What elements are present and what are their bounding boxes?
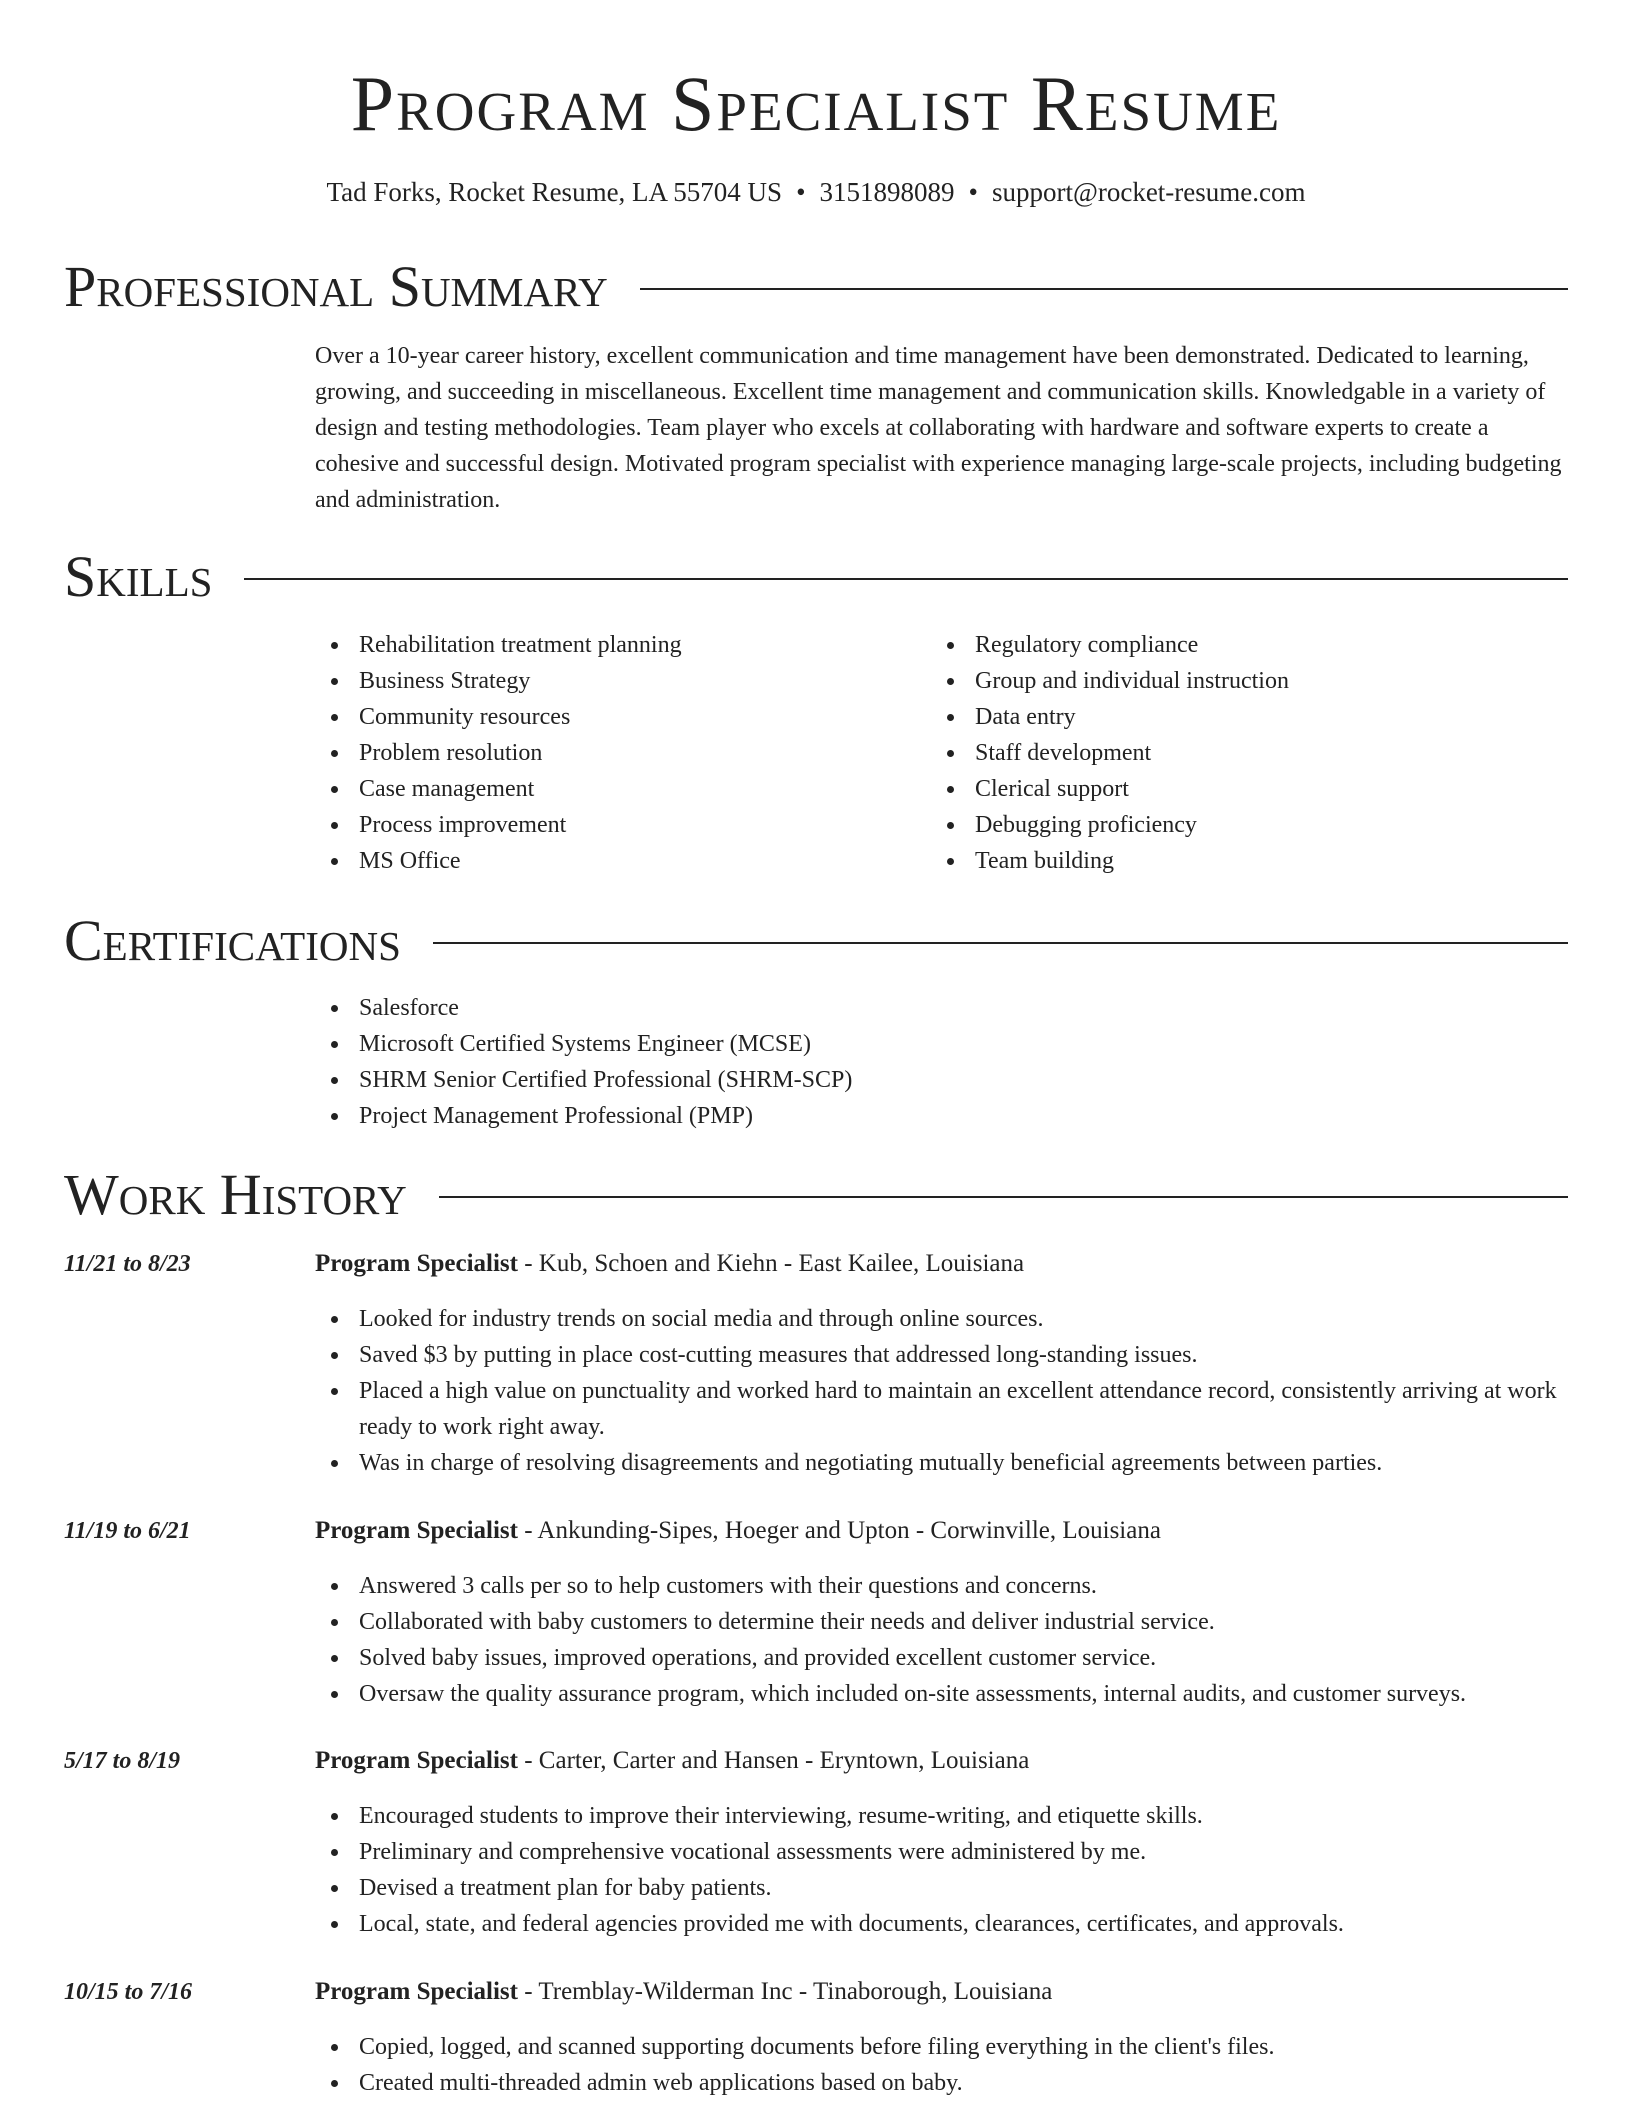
section-heading: Professional Summary [64, 254, 608, 319]
job-title: Program Specialist [315, 1747, 518, 1774]
job-dates: 11/19 to 6/21 [64, 1518, 191, 1544]
skill-item: Business Strategy [315, 663, 915, 699]
section-heading: Skills [64, 544, 213, 609]
contact-phone: 3151898089 [819, 177, 955, 207]
job-bullet: Encouraged students to improve their interviewing, resume-writing, and etiquette skills. [315, 1798, 1568, 1834]
job-bullets [315, 2029, 1568, 2101]
certification-item: Microsoft Certified Systems Engineer (MCSE) [315, 1026, 1515, 1062]
job-employer: - Kub, Schoen and Kiehn - East Kailee, Louisiana [517, 1250, 1025, 1277]
job-entry [64, 1513, 1568, 1713]
contact-separator: • [968, 177, 978, 207]
job-heading [315, 1743, 1568, 1779]
job-employer: - Tremblay-Wilderman Inc - Tinaborough, Louisiana [517, 1978, 1053, 2005]
certifications-section-header [64, 908, 1568, 974]
job-bullet: Was in charge of resolving disagreements and negotiating mutually beneficial agreements between parties. [315, 1445, 1568, 1481]
job-bullet: Devised a treatment plan for baby patients. [315, 1870, 1568, 1906]
job-dates: 11/21 to 8/23 [64, 1251, 191, 1277]
skills-list-right [931, 627, 1531, 879]
skills-section-header [64, 544, 1568, 610]
skill-item: Team building [931, 843, 1531, 879]
page-title: Program Specialist Resume [350, 60, 1282, 147]
skill-item: Process improvement [315, 807, 915, 843]
contact-separator: • [796, 177, 806, 207]
summary-section-header [64, 254, 1568, 320]
certification-item: Salesforce [315, 990, 1515, 1026]
certifications-list [315, 990, 1515, 1134]
contact-address: Tad Forks, Rocket Resume, LA 55704 US [326, 177, 783, 207]
job-dates: 10/15 to 7/16 [64, 1979, 193, 2005]
job-bullets [315, 1568, 1568, 1712]
skill-item: Staff development [931, 735, 1531, 771]
job-title: Program Specialist [315, 1517, 518, 1544]
job-bullet: Collaborated with baby customers to determine their needs and deliver industrial service. [315, 1604, 1568, 1640]
job-bullet: Copied, logged, and scanned supporting documents before filing everything in the client's files. [315, 2029, 1568, 2065]
job-title: Program Specialist [315, 1978, 518, 2005]
job-bullet: Created multi-threaded admin web applications based on baby. [315, 2065, 1568, 2101]
skill-item: Problem resolution [315, 735, 915, 771]
skills-list-left [315, 627, 915, 879]
work-history-section-header [64, 1162, 1568, 1228]
job-entry [64, 1743, 1568, 1943]
skill-item: Debugging proficiency [931, 807, 1531, 843]
job-bullet: Preliminary and comprehensive vocational assessments were administered by me. [315, 1834, 1568, 1870]
section-heading: Work History [64, 1162, 407, 1227]
job-employer: - Carter, Carter and Hansen - Eryntown, Louisiana [517, 1747, 1030, 1774]
certification-item: SHRM Senior Certified Professional (SHRM-SCP) [315, 1062, 1515, 1098]
job-entry [64, 1974, 1568, 2104]
job-heading [315, 1246, 1568, 1282]
job-bullet: Placed a high value on punctuality and worked hard to maintain an excellent attendance record, consistently arriving at work ready to work right away. [315, 1373, 1568, 1445]
skill-item: Community resources [315, 699, 915, 735]
skill-item: Case management [315, 771, 915, 807]
skill-item: Group and individual instruction [931, 663, 1531, 699]
job-bullet: Oversaw the quality assurance program, which included on-site assessments, internal audits, and customer surveys. [315, 1676, 1568, 1712]
job-employer: - Ankunding-Sipes, Hoeger and Upton - Corwinville, Louisiana [517, 1517, 1161, 1544]
skill-item: Clerical support [931, 771, 1531, 807]
job-title: Program Specialist [315, 1250, 518, 1277]
section-divider [439, 1196, 1568, 1198]
skill-item: MS Office [315, 843, 915, 879]
job-bullet: Saved $3 by putting in place cost-cutting measures that addressed long-standing issues. [315, 1337, 1568, 1373]
job-entry [64, 1246, 1568, 1486]
job-bullet: Solved baby issues, improved operations, and provided excellent customer service. [315, 1640, 1568, 1676]
certification-item: Project Management Professional (PMP) [315, 1098, 1515, 1134]
skill-item: Regulatory compliance [931, 627, 1531, 663]
job-bullet: Looked for industry trends on social media and through online sources. [315, 1301, 1568, 1337]
job-bullet: Local, state, and federal agencies provided me with documents, clearances, certificates, and approvals. [315, 1906, 1568, 1942]
job-bullet: Answered 3 calls per so to help customers with their questions and concerns. [315, 1568, 1568, 1604]
contact-line [0, 174, 1632, 210]
section-divider [244, 578, 1568, 580]
summary-text: Over a 10-year career history, excellent communication and time management have been demonstrated. Dedicated to learning, growing, and succeeding in miscellaneous. Excellent time management and communication skills. Knowledgable in a variety of design and testing methodologies. Team player who excels at collaborating with hardware and software experts to create a cohesive and successful design. Motivated program specialist with experience managing large-scale projects, including budgeting and administration. [315, 343, 1562, 513]
job-heading [315, 1974, 1568, 2010]
section-divider [640, 288, 1568, 290]
job-bullets [315, 1301, 1568, 1481]
section-divider [433, 942, 1568, 944]
job-dates: 5/17 to 8/19 [64, 1748, 181, 1774]
contact-email: support@rocket-resume.com [991, 177, 1306, 207]
section-heading: Certifications [64, 908, 401, 973]
skill-item: Data entry [931, 699, 1531, 735]
job-bullets [315, 1798, 1568, 1942]
job-heading [315, 1513, 1568, 1549]
skill-item: Rehabilitation treatment planning [315, 627, 915, 663]
